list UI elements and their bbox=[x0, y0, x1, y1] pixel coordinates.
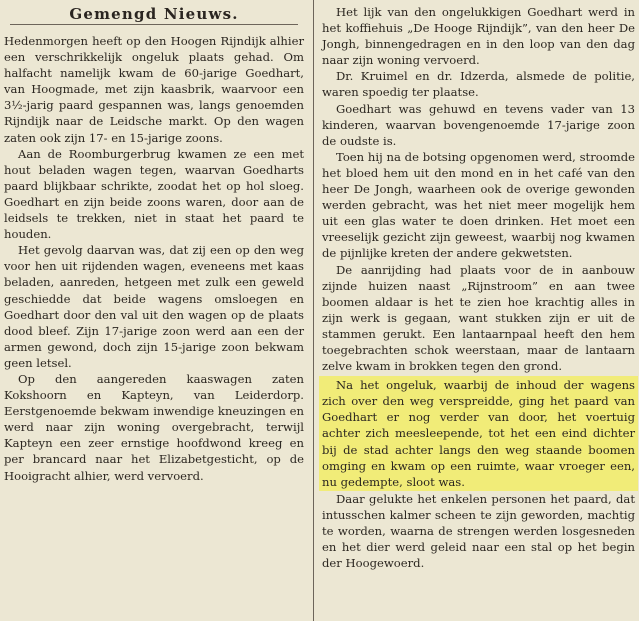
article-paragraph: Het lijk van den ongelukkigen Goedhart werd in het koffiehuis „De Hooge Rijndijk”, van den heer De Jongh, binnengedragen en in den loop van den dag naar zijn woning vervoerd. bbox=[322, 5, 635, 68]
article-paragraph: Aan de Roomburgerbrug kwamen ze een met hout beladen wagen tegen, waarvan Goedharts paard blijkbaar schrikte, zoodat het op hol sloeg. Goedhart en zijn beide zoons waren, door aan de leidsels te trekken, niet in staat het paard te houden. bbox=[4, 146, 304, 242]
headline-rule bbox=[10, 24, 298, 25]
article-paragraph: Goedhart was gehuwd en tevens vader van 13 kinderen, waarvan bovengenoemde 17-jarige zoon de oudste is. bbox=[322, 101, 635, 148]
article-paragraph: Toen hij na de botsing opgenomen werd, stroomde het bloed hem uit den mond en in het café van den heer De Jongh, waarheen ook de overige gewonden werden gebracht, was het niet meer mogelijk hem uit een glas water te doen drinken. Het moet een vreeselijk gezicht zijn geweest, waarbij nog kwamen de pijnlijke kreten der andere gekwetsten. bbox=[322, 149, 635, 261]
article-paragraph: De aanrijding had plaats voor de in aanbouw zijnde huizen naast „Rijnstroom” en aan twee boomen aldaar is het te zien hoe krachtig alles in zijn werk is gegaan, want stukken zijn er uit de stammen gerukt. Een lantaarnpaal heeft den hem toegebrachten schok weerstaan, maar de lantaarn zelve kwam in brokken tegen den grond. bbox=[322, 262, 635, 374]
article-paragraph: Hedenmorgen heeft op den Hoogen Rijndijk alhier een verschrikkelijk ongeluk plaats gehad. Om halfacht namelijk kwam de 60-jarige Goedhart, van Hoogmade, met zijn kaasbrik, waarvoor een 3½-jarig paard gespannen was, langs genoemden Rijndijk naar de Leidsche markt. Op den wagen zaten ook zijn 17- en 15-jarige zoons. bbox=[4, 34, 304, 145]
column-divider bbox=[313, 0, 314, 621]
right-column bbox=[322, 4, 635, 571]
headline: Gemengd Nieuws. bbox=[69, 5, 239, 23]
highlighted-paragraph: Na het ongeluk, waarbij de inhoud der wagens zich over den weg verspreidde, ging het paard van Goedhart er nog verder van door, het voertuig achter zich meesleepende, tot het een eind dichter bij de stad achter langs den weg staande boomen omging en kwam op een ruimte, waar vroeger een, nu gedempte, sloot was. bbox=[319, 376, 638, 491]
left-column bbox=[4, 4, 304, 484]
article-paragraph: Het gevolg daarvan was, dat zij een op den weg voor hen uit rijdenden wagen, eveneens met kaas beladen, aanreden, hetgeen met zulk een geweld geschiedde dat beide wagens omsloegen en Goedhart door den val uit den wagen op de plaats dood bleef. Zijn 17-jarige zoon werd aan een der armen gewond, doch zijn 15-jarige zoon bekwam geen letsel. bbox=[4, 243, 304, 370]
article-paragraph: Daar gelukte het enkelen personen het paard, dat intusschen kalmer scheen te zijn geworden, machtig te worden, waarna de strengen werden losgesneden en het dier werd geleid naar een stal op het begin der Hoogewoerd. bbox=[322, 491, 635, 571]
article-paragraph: Dr. Kruimel en dr. Idzerda, alsmede de politie, waren spoedig ter plaatse. bbox=[322, 69, 635, 100]
article-paragraph: Op den aangereden kaaswagen zaten Kokshoorn en Kapteyn, van Leiderdorp. Eerstgenoemde bekwam inwendige kneuzingen en werd naar zijn woning overgebracht, terwijl Kapteyn een zeer ernstige hoofdwond kreeg en per brancard naar het Elizabetgesticht, op de Hooigracht alhier, werd vervoerd. bbox=[4, 371, 304, 483]
